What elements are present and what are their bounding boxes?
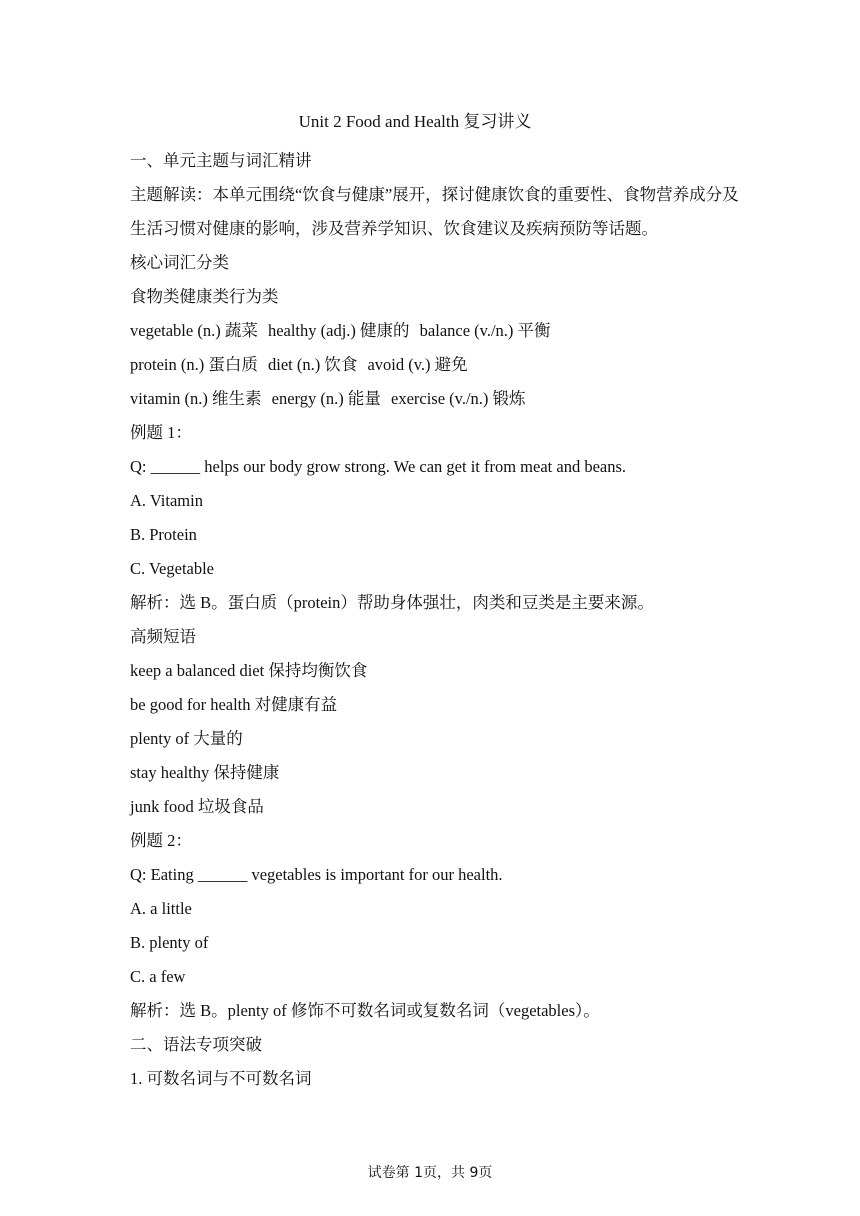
example1-option-a: A. Vitamin xyxy=(130,491,203,510)
section2-heading: 二、语法专项突破 xyxy=(130,1035,262,1054)
example2-question: Q: Eating ______ vegetables is important for our health. xyxy=(130,865,503,884)
phrase-item: junk food 垃圾食品 xyxy=(130,797,264,816)
phrase-item: keep a balanced diet 保持均衡饮食 xyxy=(130,661,368,680)
vocab-entry: healthy (adj.) 健康的 xyxy=(267,321,410,340)
theme-paragraph: 主题解读：本单元围绕“饮食与健康”展开，探讨健康饮食的重要性、食物营养成分及生活习惯对健康的影响，涉及营养学知识、饮食建议及疾病预防等话题。 xyxy=(130,185,739,238)
vocab-entry: exercise (v./n.) 锻炼 xyxy=(391,389,526,408)
section1-heading: 一、单元主题与词汇精讲 xyxy=(130,151,312,170)
vocab-entry: energy (n.) 能量 xyxy=(271,389,381,408)
example1-question: Q: ______ helps our body grow strong. We can get it from meat and beans. xyxy=(130,457,627,476)
example1-option-b: B. Protein xyxy=(130,525,197,544)
vocab-row-2 xyxy=(130,348,740,382)
example2-analysis: 解析：选 B。plenty of 修饰不可数名词或复数名词（vegetables）。 xyxy=(130,1001,600,1020)
page-footer: 试卷第 1页，共 9页 xyxy=(367,1165,493,1181)
core-vocab-heading: 核心词汇分类 xyxy=(130,253,229,272)
document-title: Unit 2 Food and Health 复习讲义 xyxy=(298,112,532,131)
example2-option-c: C. a few xyxy=(130,967,186,986)
phrases-heading: 高频短语 xyxy=(130,627,196,646)
example1-analysis: 解析：选 B。蛋白质（protein）帮助身体强壮，肉类和豆类是主要来源。 xyxy=(130,593,654,612)
vocab-entry: vitamin (n.) 维生素 xyxy=(130,389,262,408)
vocab-row-3 xyxy=(130,382,740,416)
example2-option-a: A. a little xyxy=(130,899,192,918)
vocab-entry: protein (n.) 蛋白质 xyxy=(130,355,258,374)
section2-item1: 1. 可数名词与不可数名词 xyxy=(130,1069,312,1088)
vocab-entry: diet (n.) 饮食 xyxy=(267,355,358,374)
example2-label: 例题 2： xyxy=(130,831,192,850)
vocab-entry: avoid (v.) 避免 xyxy=(367,355,468,374)
phrase-item: plenty of 大量的 xyxy=(130,729,243,748)
vocab-categories: 食物类健康类行为类 xyxy=(130,287,279,306)
vocab-entry: vegetable (n.) 蔬菜 xyxy=(130,321,258,340)
phrase-item: stay healthy 保持健康 xyxy=(130,763,280,782)
example1-label: 例题 1： xyxy=(130,423,192,442)
example2-option-b: B. plenty of xyxy=(130,933,209,952)
example1-option-c: C. Vegetable xyxy=(130,559,215,578)
document-body xyxy=(130,144,740,1096)
vocab-entry: balance (v./n.) 平衡 xyxy=(419,321,551,340)
phrase-item: be good for health 对健康有益 xyxy=(130,695,338,714)
vocab-row-1 xyxy=(130,314,740,348)
